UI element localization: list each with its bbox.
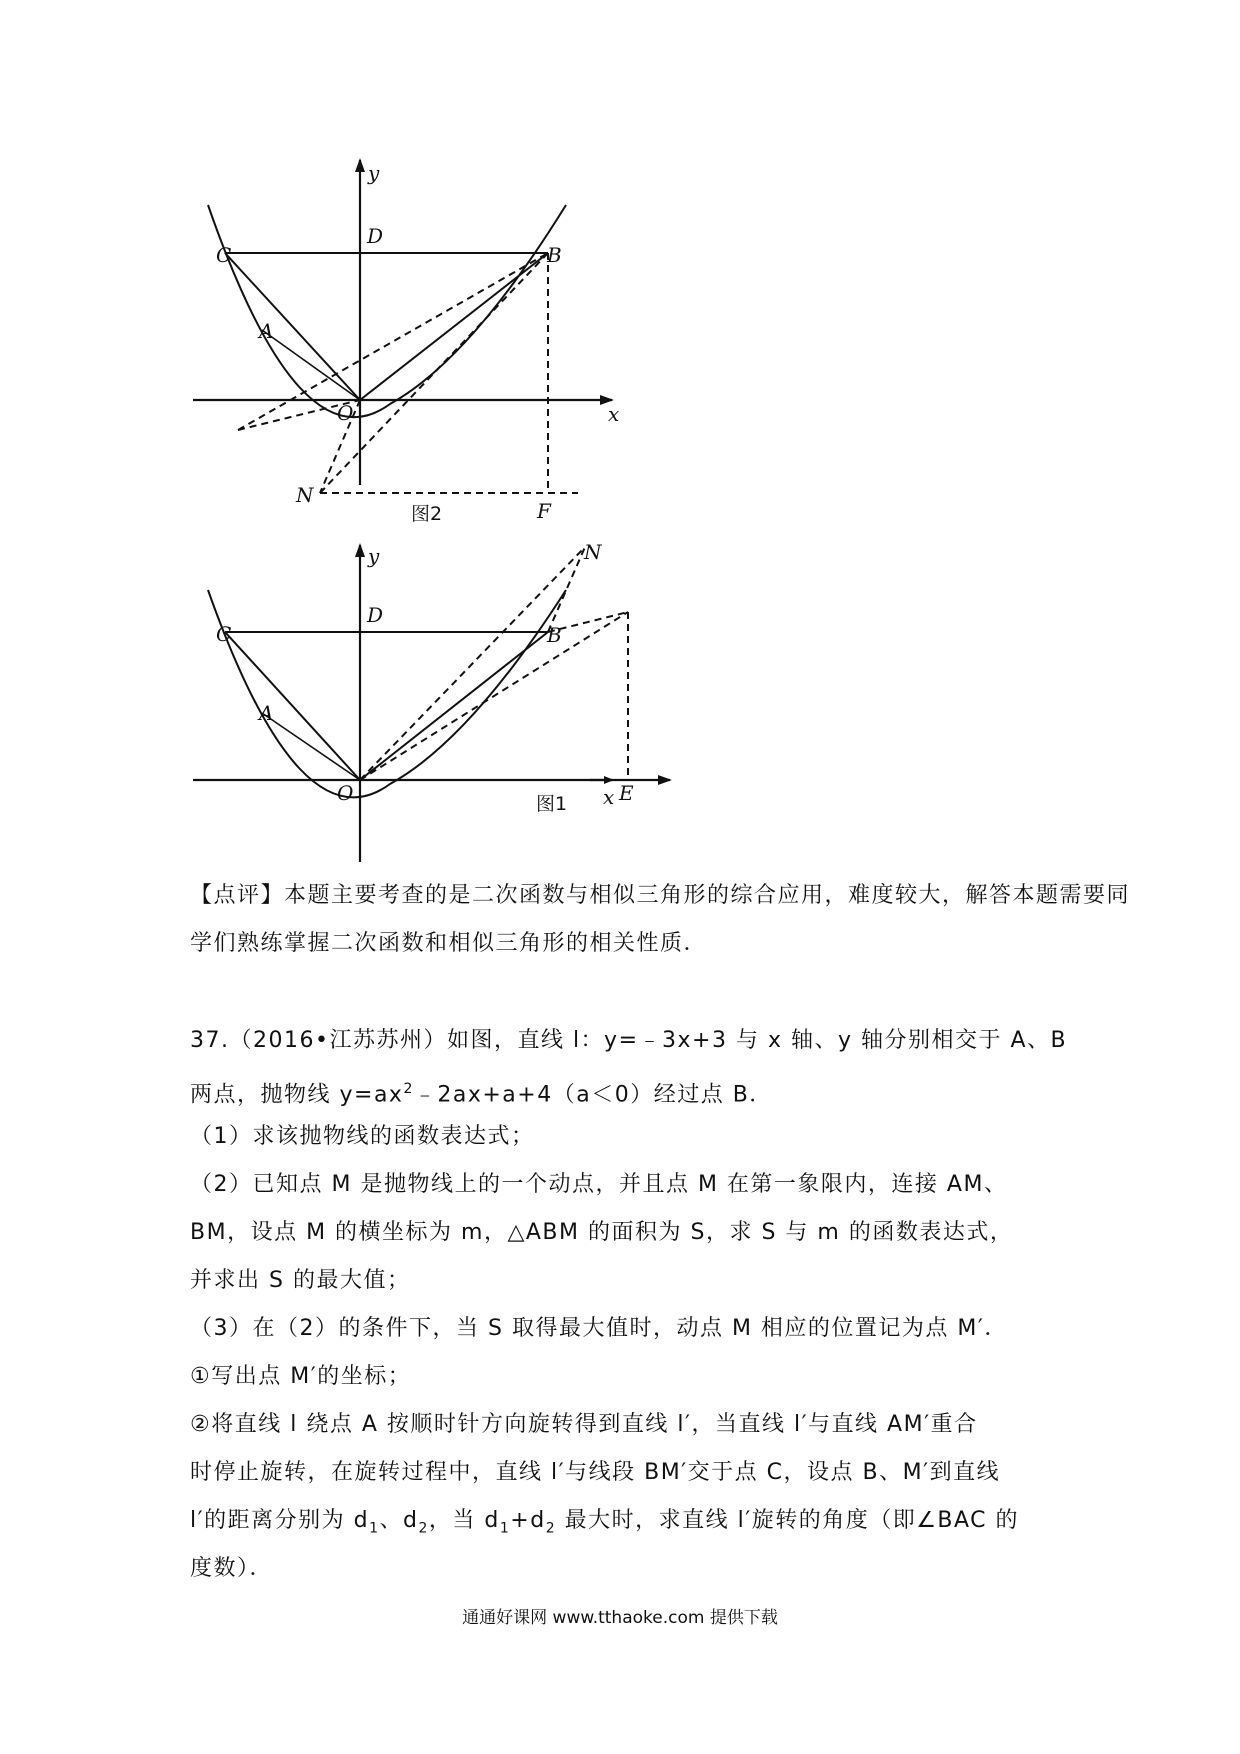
figure-1-caption: 图1 (536, 793, 568, 815)
label-y: y (368, 161, 380, 185)
question-3-part-2-line-2: 时停止旋转，在旋转过程中，直线 l′与线段 BM′交于点 C，设点 B、M′到直线 (190, 1460, 1001, 1485)
label-F: F (537, 499, 551, 523)
question-3-part-2-line-3 (190, 1497, 1070, 1545)
segment-AO (262, 330, 360, 400)
segment-OB (360, 632, 548, 780)
y-axis-arrow-icon (355, 543, 365, 557)
label-B: B (547, 623, 562, 647)
segment-ON (360, 547, 585, 780)
label-C: C (216, 243, 232, 267)
problem-37 (190, 1017, 1070, 1593)
segment-AO (262, 713, 360, 780)
question-3-part-2-line-1: ②将直线 l 绕点 A 按顺时针方向旋转得到直线 l′，当直线 l′与直线 AM′重合 (190, 1412, 978, 1437)
label-O: O (337, 401, 354, 425)
segment-BN (548, 547, 585, 632)
problem-line-2-post: ﹣2ax+a+4（a＜0）经过点 B． (413, 1082, 773, 1108)
q3-2c-post: 最大时，求直线 l′旋转的角度（即∠BAC 的 (556, 1508, 1020, 1533)
label-D: D (367, 224, 384, 248)
x-axis-arrow-icon (658, 775, 672, 785)
problem-header: 37.（2016•江苏苏州）如图，直线 l：y=﹣3x+3 与 x 轴、y 轴分别相交于 A、B (190, 1028, 1068, 1053)
q3-2c-mid1: 、d (379, 1508, 419, 1533)
question-2-line-3: 并求出 S 的最大值； (190, 1268, 411, 1293)
page-footer: 通通好课网 www.tthaoke.com 提供下载 (462, 1608, 778, 1628)
problem-line-2 (190, 1065, 1070, 1113)
label-x: x (608, 402, 620, 426)
problem-line-2-pre: 两点，抛物线 y=ax (190, 1082, 404, 1108)
label-A: A (259, 319, 274, 343)
question-1: （1）求该抛物线的函数表达式； (190, 1124, 535, 1149)
subscript-4: 2 (545, 1520, 557, 1537)
label-B: B (547, 243, 562, 267)
label-O: O (337, 781, 354, 805)
question-3-part-1: ①写出点 M′的坐标； (190, 1364, 412, 1389)
segment-OB (360, 253, 548, 400)
subscript-1: 1 (369, 1520, 380, 1537)
subscript-2: 2 (418, 1520, 429, 1537)
segment-CO (225, 632, 360, 780)
q3-2c-mid2: ，当 d (428, 1508, 500, 1533)
label-N: N (584, 540, 602, 564)
parabola (208, 205, 566, 417)
figure-1 (193, 540, 672, 862)
label-x: x (603, 785, 615, 809)
dashed-line-2 (360, 612, 628, 780)
label-E: E (619, 781, 634, 805)
exponent: 2 (403, 1081, 414, 1097)
label-C: C (216, 622, 232, 646)
figure-2-caption: 图2 (411, 503, 443, 525)
q3-2c-pre: l′的距离分别为 d (190, 1508, 370, 1533)
x-axis-inner-arrow-icon (604, 776, 614, 784)
label-A: A (259, 701, 274, 725)
subscript-3: 1 (499, 1520, 511, 1537)
question-3-part-2-line-4: 度数）． (190, 1556, 274, 1581)
label-D: D (367, 603, 384, 627)
question-2-line-2: BM，设点 M 的横坐标为 m，△ABM 的面积为 S，求 S 与 m 的函数表达式， (190, 1220, 1014, 1245)
question-3: （3）在（2）的条件下，当 S 取得最大值时，动点 M 相应的位置记为点 M′． (190, 1316, 1008, 1341)
figure-2 (193, 158, 619, 525)
comment-line-1: 【点评】本题主要考查的是二次函数与相似三角形的综合应用，难度较大，解答本题需要同 (190, 883, 1131, 908)
comment-block (190, 872, 1131, 968)
y-axis-arrow-icon (355, 158, 365, 172)
label-N: N (296, 483, 314, 507)
q3-2c-mid3: +d (510, 1508, 546, 1533)
label-y: y (368, 544, 380, 568)
comment-line-2: 学们熟练掌握二次函数和相似三角形的相关性质． (190, 931, 708, 956)
question-2-line-1: （2）已知点 M 是抛物线上的一个动点，并且点 M 在第一象限内，连接 AM、 (190, 1172, 1008, 1197)
